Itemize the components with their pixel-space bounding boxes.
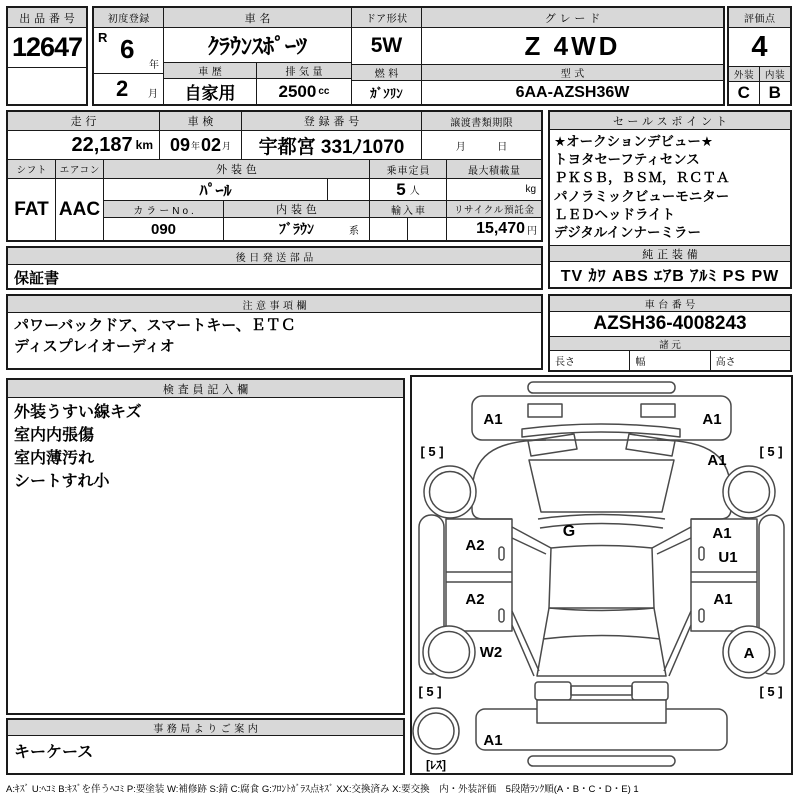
door-col (352, 8, 422, 104)
score-cell (729, 28, 790, 67)
auction-no-label: 出品番号 (8, 8, 86, 28)
grade-col (422, 8, 723, 104)
damage-label-left-rear-door: A2 (465, 591, 485, 608)
car-damage-diagram (412, 377, 791, 773)
damage-label-right-front-door-b: U1 (718, 549, 738, 566)
notes-line: パワーバックドア、スマートキー、ＥＴＣ (14, 317, 296, 334)
inspection-year: 09 (169, 134, 190, 155)
score: 4 (751, 30, 768, 63)
reg-no-cell (242, 131, 422, 159)
ac-cell (56, 179, 103, 240)
score-label: 評価点 (729, 8, 790, 28)
model-label: 型式 (422, 65, 723, 81)
grade-cell (422, 28, 723, 65)
displacement: 2500 (278, 81, 317, 101)
damage-diagram-box (410, 375, 793, 775)
inspection-label: 車検 (160, 112, 242, 130)
model-code: 6AA-AZSH36W (515, 83, 630, 101)
ext-color-empty-cell (328, 179, 370, 200)
sales-point-line: ＰＫＳＢ，ＢＳＭ，ＲＣＴＡ (554, 170, 730, 186)
spec-width-cell (630, 351, 710, 370)
inspector-line: シートすれ小 (14, 473, 110, 490)
tread-label-rear-right: [ 5 ] (759, 684, 783, 699)
notes-line: ディスプレイオーディオ (14, 338, 175, 355)
ext-color: ﾊﾟｰﾙ (199, 183, 232, 200)
grade-label: グレード (422, 8, 723, 28)
notes-title: 注意事項欄 (8, 296, 541, 313)
transfer-month-unit: 月 (455, 141, 466, 153)
grade: Z 4WD (524, 30, 621, 61)
sales-point-line: デジタルインナーミラー (554, 225, 702, 241)
mileage-cell (8, 131, 160, 159)
int-color: ﾌﾞﾗｳﾝ (279, 221, 314, 237)
tread-label-front-left: [ 5 ] (420, 444, 444, 459)
office-content: キーケース (14, 744, 94, 761)
inspection-month: 02 (201, 134, 222, 155)
spec-length-label: 長さ (555, 357, 575, 368)
max-load-label: 最大積載量 (447, 160, 541, 178)
tread-label-front-right: [ 5 ] (759, 444, 783, 459)
capacity-label: 乗車定員 (370, 160, 447, 178)
model-cell (422, 81, 723, 104)
later-parts-content: 保証書 (14, 270, 60, 287)
damage-label-right-front-fender: A1 (707, 452, 727, 469)
first-reg-label: 初度登録 (94, 8, 163, 28)
first-reg-year-unit: 年 (149, 60, 159, 71)
first-reg-era: R (98, 30, 108, 45)
history-cell (164, 79, 256, 104)
import-label: 輸入車 (370, 201, 447, 217)
damage-label-front-bumper-left: A1 (483, 411, 503, 428)
info-table (6, 110, 543, 242)
mileage: 22,187 (71, 133, 133, 156)
interior-label: 内装 (760, 67, 791, 82)
color-no-cell (104, 218, 224, 240)
damage-label-rear-bumper: A1 (483, 732, 503, 749)
ac-label: エアコン (56, 160, 103, 179)
damage-label-right-rear-wheel: A (743, 645, 755, 662)
ac: AAC (58, 198, 101, 220)
first-reg-col (94, 8, 164, 104)
vehicle-table (92, 6, 725, 106)
auction-no: 12647 (11, 32, 83, 62)
reg-no-label: 登録番号 (242, 112, 422, 130)
inspector-line: 外装うすい線キズ (14, 404, 142, 421)
mileage-unit: km (135, 138, 153, 152)
damage-label-front-bumper-right: A1 (702, 411, 722, 428)
auction-no-cell (8, 28, 86, 68)
equipment-cell (550, 262, 790, 287)
history: 自家用 (184, 84, 236, 103)
interior-subcol (760, 67, 791, 104)
history-subcol (164, 63, 257, 104)
interior-grade-cell (760, 82, 791, 104)
inspector-title: 検査員記入欄 (8, 380, 403, 398)
damage-label-left-quarter: W2 (479, 644, 503, 661)
recycle-amount: 15,470 (476, 220, 525, 237)
mileage-label: 走行 (8, 112, 160, 130)
car-name-cell (164, 28, 351, 63)
sales-points-title: セールスポイント (550, 112, 790, 130)
import-cell-1 (370, 218, 408, 240)
recycle-cell (447, 218, 541, 240)
equipment-list: TV ｶﾜ ABS ｴｱB ｱﾙﾐ PS PW (560, 268, 780, 286)
max-load-unit: kg (525, 184, 536, 195)
chassis-box (548, 294, 792, 372)
shift-cell (8, 179, 55, 240)
transfer-label: 譲渡書類期限 (422, 112, 541, 130)
inspection-cell (160, 131, 242, 159)
displacement-cell (257, 79, 351, 104)
exterior-grade: C (737, 83, 750, 102)
shift-label: シフト (8, 160, 55, 179)
tread-label-rear-left: [ 5 ] (418, 684, 442, 699)
sales-points-box (548, 110, 792, 289)
sales-point-line: パノラミックビューモニター (554, 188, 730, 204)
capacity-cell (370, 179, 447, 200)
car-name: ｸﾗｳﾝｽﾎﾟｰﾂ (207, 33, 307, 59)
transfer-cell (422, 131, 541, 159)
chassis-no: AZSH36-4008243 (593, 313, 747, 334)
max-load-cell (447, 179, 541, 200)
sales-point-line: ★オークションデビュー★ (554, 134, 713, 149)
first-reg-year: 6 (120, 34, 135, 64)
displacement-subcol (257, 63, 351, 104)
chassis-no-cell (550, 312, 790, 337)
int-color-cell (224, 218, 370, 240)
car-name-col (164, 8, 352, 104)
color-no-label: カラーNo. (104, 201, 224, 217)
office-box (6, 718, 405, 775)
displacement-unit: cc (318, 86, 330, 97)
sales-point-line: トヨタセーフティセンス (554, 152, 700, 168)
displacement-label: 排気量 (257, 63, 351, 79)
damage-label-right-rear-door: A1 (713, 591, 733, 608)
later-parts-box (6, 246, 543, 290)
ext-color-label: 外装色 (104, 160, 370, 178)
fuel-cell (352, 81, 421, 104)
ext-color-cell (104, 179, 328, 200)
int-color-suffix: 系 (349, 226, 359, 237)
auction-no-box (6, 6, 88, 106)
damage-label-right-front-door-a: A1 (712, 525, 732, 542)
door-label: ドア形状 (352, 8, 421, 28)
first-reg-month: 2 (116, 76, 129, 101)
office-title: 事務局よりご案内 (8, 720, 403, 736)
shift: FAT (14, 198, 49, 220)
spec-height-label: 高さ (715, 357, 736, 368)
auction-no-empty-cell (8, 68, 86, 104)
equipment-title: 純正装備 (550, 245, 790, 262)
car-name-label: 車名 (164, 8, 351, 28)
car-outline (413, 382, 784, 766)
capacity: 5 (396, 179, 406, 199)
transfer-day-unit: 日 (497, 141, 508, 153)
first-reg-month-cell (94, 74, 163, 104)
sales-point-line: ＬＥＤヘッドライト (554, 206, 676, 222)
first-reg-month-unit: 月 (148, 89, 158, 100)
spec-length-cell (550, 351, 630, 370)
fuel-label: 燃料 (352, 65, 421, 81)
later-parts-title: 後日発送部品 (8, 248, 541, 265)
exterior-grade-cell (729, 82, 759, 104)
damage-code-legend: A:ｷｽﾞ U:ﾍｺﾐ B:ｷｽﾞを伴うﾍｺﾐ P:要塗装 W:補修跡 S:錆 C:腐食 G:ﾌﾛﾝﾄｶﾞﾗｽ点ｷｽﾞ XX:交換済み X:要交換 内・外装評価 5段階ﾗﾝｸ順(A・B・C・D・E) 1 (6, 784, 639, 795)
recycle-label: リサイクル預託金 (447, 201, 541, 217)
first-reg-year-cell (94, 28, 163, 74)
inspector-line: 室内内張傷 (14, 427, 95, 444)
capacity-unit: 人 (409, 186, 420, 197)
spare-tire-label: [ﾚｽ] (426, 758, 446, 772)
recycle-unit: 円 (527, 225, 537, 237)
notes-box (6, 294, 543, 370)
spec-width-label: 幅 (635, 357, 646, 368)
chassis-title: 車台番号 (550, 296, 790, 312)
import-cell-2 (408, 218, 447, 240)
damage-label-windshield: G (562, 523, 576, 540)
spec-height-cell (711, 351, 790, 370)
history-label: 車歴 (164, 63, 256, 79)
inspector-line: 室内薄汚れ (14, 450, 95, 467)
spec-title: 諸元 (550, 337, 790, 351)
reg-no: 宇都宮 331ﾉ1070 (258, 136, 405, 158)
inspection-year-unit: 年 (190, 140, 200, 151)
exterior-label: 外装 (729, 67, 759, 82)
inspection-month-unit: 月 (222, 140, 232, 151)
door: 5W (370, 34, 403, 57)
damage-label-left-front-door: A2 (465, 537, 485, 554)
fuel: ｶﾞｿﾘﾝ (370, 86, 403, 101)
ac-col (56, 160, 104, 240)
exterior-subcol (729, 67, 760, 104)
color-no: 090 (150, 220, 177, 238)
interior-grade: B (768, 83, 781, 102)
shift-col (8, 160, 56, 240)
inspector-box (6, 378, 405, 715)
door-cell (352, 28, 421, 65)
int-color-label: 内装色 (224, 201, 370, 217)
score-box (727, 6, 792, 106)
